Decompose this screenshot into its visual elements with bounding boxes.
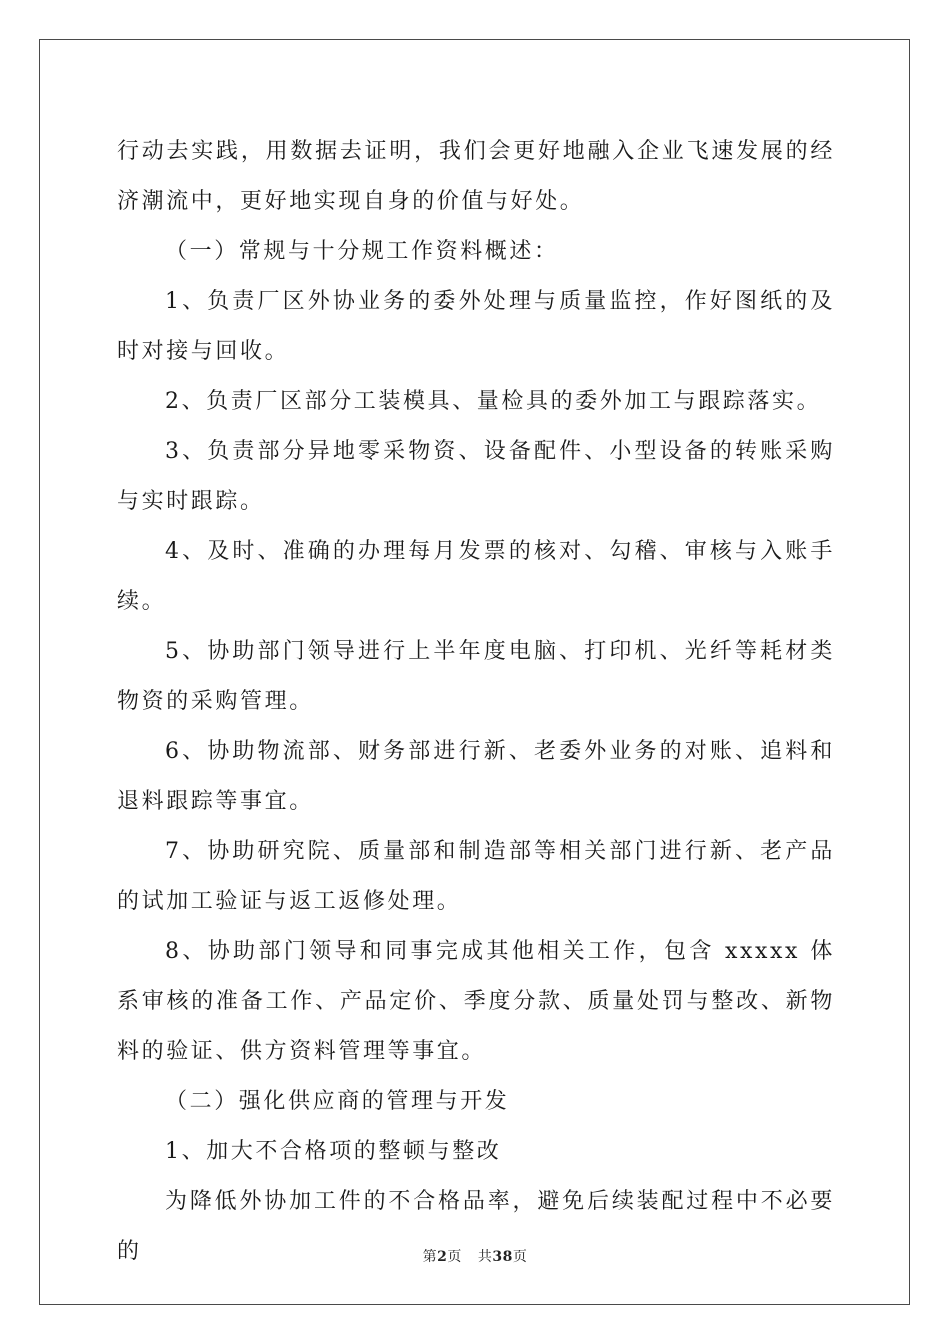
page-number: 2 [437, 1249, 448, 1265]
paragraph: （一）常规与十分规工作资料概述： [165, 239, 559, 264]
page-footer [0, 1246, 950, 1266]
total-prefix: 共 [477, 1249, 493, 1265]
paragraph: 行动去实践，用数据去证明，我们会更好地融入企业飞速发展的经济潮流中，更好地实现自身的价值与好处。 [117, 139, 835, 214]
document-body [117, 127, 835, 1277]
paragraph: 8、协助部门领导和同事完成其他相关工作，包含 xxxxx 体系审核的准备工作、产品定价、季度分款、质量处罚与整改、新物料的验证、供方资料管理等事宜。 [117, 939, 835, 1064]
paragraph: 为降低外协加工件的不合格品率，避免后续装配过程中不必要的 [117, 1189, 835, 1264]
paragraph: 6、协助物流部、财务部进行新、老委外业务的对账、追料和退料跟踪等事宜。 [117, 739, 835, 814]
paragraph: 1、加大不合格项的整顿与整改 [165, 1139, 502, 1164]
total-pages: 38 [492, 1249, 513, 1265]
paragraph: 4、及时、准确的办理每月发票的核对、勾稽、审核与入账手续。 [117, 539, 835, 614]
page-suffix: 页 [447, 1249, 462, 1265]
paragraph: 7、协助研究院、质量部和制造部等相关部门进行新、老产品的试加工验证与返工返修处理。 [117, 839, 835, 914]
paragraph: 5、协助部门领导进行上半年度电脑、打印机、光纤等耗材类物资的采购管理。 [117, 639, 835, 714]
paragraph: 1、负责厂区外协业务的委外处理与质量监控，作好图纸的及时对接与回收。 [117, 289, 835, 364]
page-prefix: 第 [422, 1249, 438, 1265]
paragraph: 2、负责厂区部分工装模具、量检具的委外加工与跟踪落实。 [165, 389, 822, 414]
paragraph: （二）强化供应商的管理与开发 [165, 1089, 510, 1114]
paragraph: 3、负责部分异地零采物资、设备配件、小型设备的转账采购与实时跟踪。 [117, 439, 835, 514]
total-suffix: 页 [512, 1249, 528, 1265]
